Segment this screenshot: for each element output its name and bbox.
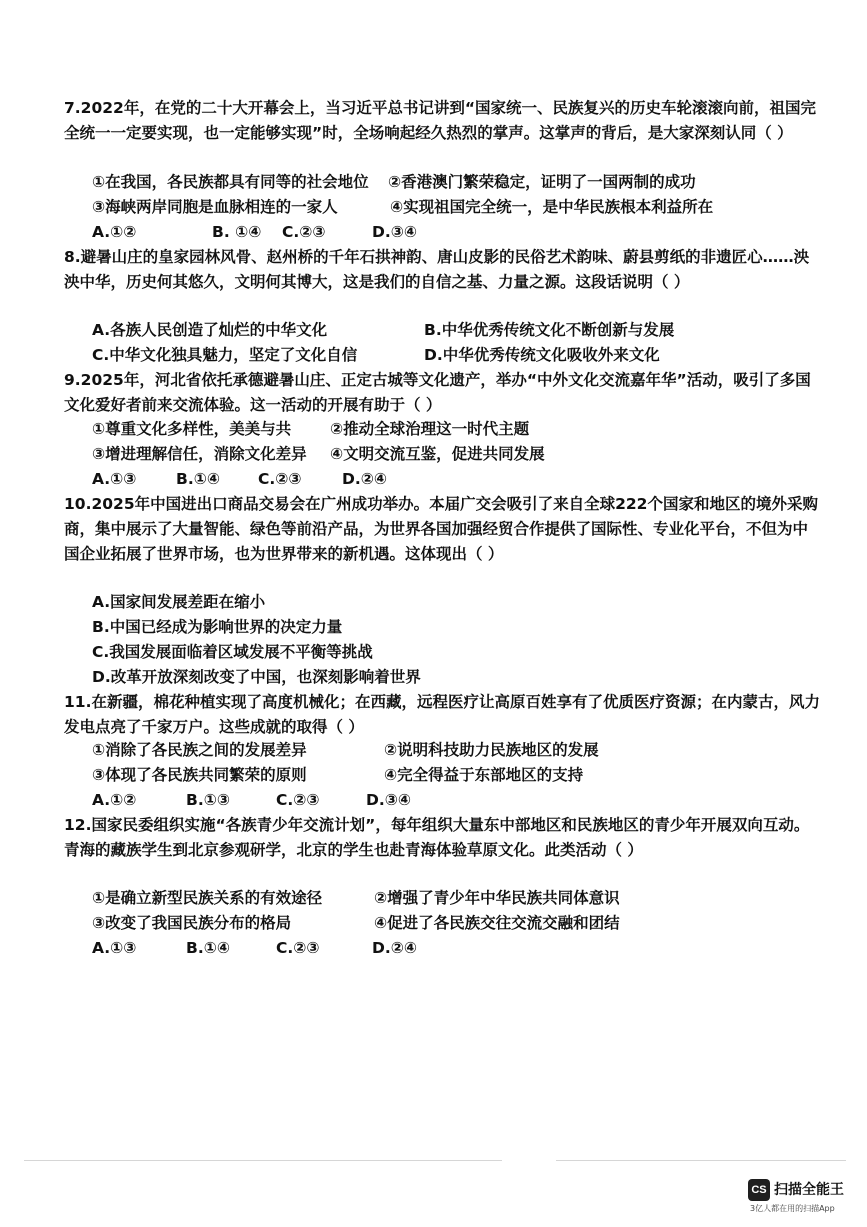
q11-statement-1: ①消除了各民族之间的发展差异 — [92, 741, 307, 759]
q12-statement-2: ②增强了青少年中华民族共同体意识 — [374, 889, 620, 907]
scanner-tagline: 3亿人都在用的扫描App — [750, 1204, 835, 1213]
q9-choice-b: B.①④ — [176, 470, 220, 488]
q7-statement-4: ④实现祖国完全统一，是中华民族根本利益所在 — [390, 198, 714, 216]
q7-statement-2: ②香港澳门繁荣稳定，证明了一国两制的成功 — [388, 173, 696, 191]
q9-choice-d: D.②④ — [342, 470, 388, 488]
q12-statement-1: ①是确立新型民族关系的有效途径 — [92, 889, 323, 907]
q12-choice-a: A.①③ — [92, 939, 137, 957]
footer-divider-right — [556, 1160, 846, 1161]
q12-choice-d: D.②④ — [372, 939, 418, 957]
q9-statement-4: ④文明交流互鉴，促进共同发展 — [330, 445, 545, 463]
question-12-stem: 12.国家民委组织实施“各族青少年交流计划”，每年组织大量东中部地区和民族地区的青少年开展双向互动。青海的藏族学生到北京参观研学，北京的学生也赴青海体验草原文化。此类活动（ ） — [64, 816, 810, 859]
q12-statement-3: ③改变了我国民族分布的格局 — [92, 914, 292, 932]
scanner-app-name: 扫描全能王 — [774, 1182, 844, 1198]
q9-statement-2: ②推动全球治理这一时代主题 — [330, 420, 530, 438]
q11-statement-4: ④完全得益于东部地区的支持 — [384, 766, 584, 784]
q7-choice-d: D.③④ — [372, 223, 418, 241]
question-11-stem: 11.在新疆，棉花种植实现了高度机械化；在西藏，远程医疗让高原百姓享有了优质医疗资源；在内蒙古，风力发电点亮了千家万户。这些成就的取得（ ） — [64, 693, 820, 736]
q8-choice-a: A.各族人民创造了灿烂的中华文化 — [92, 321, 328, 339]
q12-statement-4: ④促进了各民族交往交流交融和团结 — [374, 914, 620, 932]
q7-choice-c: C.②③ — [282, 223, 326, 241]
q11-choice-a: A.①② — [92, 791, 137, 809]
q8-choice-b: B.中华优秀传统文化不断创新与发展 — [424, 321, 675, 339]
scanner-logo-icon: CS — [748, 1179, 770, 1201]
q8-choice-d: D.中华优秀传统文化吸收外来文化 — [424, 346, 660, 364]
q12-choice-c: C.②③ — [276, 939, 320, 957]
q10-choice-b: B.中国已经成为影响世界的决定力量 — [92, 618, 343, 636]
q12-choice-b: B.①④ — [186, 939, 230, 957]
question-9-stem: 9.2025年，河北省依托承德避暑山庄、正定古城等文化遗产，举办“中外文化交流嘉年华”活动，吸引了多国文化爱好者前来交流体验。这一活动的开展有助于（ ） — [64, 371, 811, 414]
question-10-stem: 10.2025年中国进出口商品交易会在广州成功举办。本届广交会吸引了来自全球222个国家和地区的境外采购商，集中展示了大量智能、绿色等前沿产品，为世界各国加强经贸合作提供了国际性、专业化平台，不但为中国企业拓展了世界市场，也为世界带来的新机遇。这体现出（ ） — [64, 495, 818, 563]
question-8-stem: 8.避暑山庄的皇家园林风骨、赵州桥的千年石拱神韵、唐山皮影的民俗艺术韵味、蔚县剪纸的非遗匠心……泱泱中华，历史何其悠久，文明何其博大，这是我们的自信之基、力量之源。这段话说明（ ） — [64, 248, 810, 291]
q8-choice-c: C.中华文化独具魅力，坚定了文化自信 — [92, 346, 358, 364]
q11-statement-2: ②说明科技助力民族地区的发展 — [384, 741, 599, 759]
q11-choice-d: D.③④ — [366, 791, 412, 809]
q10-choice-d: D.改革开放深刻改变了中国，也深刻影响着世界 — [92, 668, 421, 686]
q10-choice-a: A.国家间发展差距在缩小 — [92, 593, 266, 611]
q11-statement-3: ③体现了各民族共同繁荣的原则 — [92, 766, 307, 784]
q7-choice-a: A.①② — [92, 223, 137, 241]
footer-divider-left — [24, 1160, 502, 1161]
q9-choice-a: A.①③ — [92, 470, 137, 488]
q7-statement-1: ①在我国，各民族都具有同等的社会地位 — [92, 173, 369, 191]
q10-choice-c: C.我国发展面临着区域发展不平衡等挑战 — [92, 643, 373, 661]
q9-statement-3: ③增进理解信任，消除文化差异 — [92, 445, 307, 463]
q7-choice-b: B. ①④ — [212, 223, 262, 241]
question-7-stem: 7.2022年，在党的二十大开幕会上，当习近平总书记讲到“国家统一、民族复兴的历史车轮滚滚向前，祖国完全统一一定要实现，也一定能够实现”时，全场响起经久热烈的掌声。这掌声的背后，是大家深刻认同（ ） — [64, 99, 817, 142]
q11-choice-c: C.②③ — [276, 791, 320, 809]
q9-statement-1: ①尊重文化多样性，美美与共 — [92, 420, 292, 438]
q11-choice-b: B.①③ — [186, 791, 230, 809]
q7-statement-3: ③海峡两岸同胞是血脉相连的一家人 — [92, 198, 338, 216]
q9-choice-c: C.②③ — [258, 470, 302, 488]
